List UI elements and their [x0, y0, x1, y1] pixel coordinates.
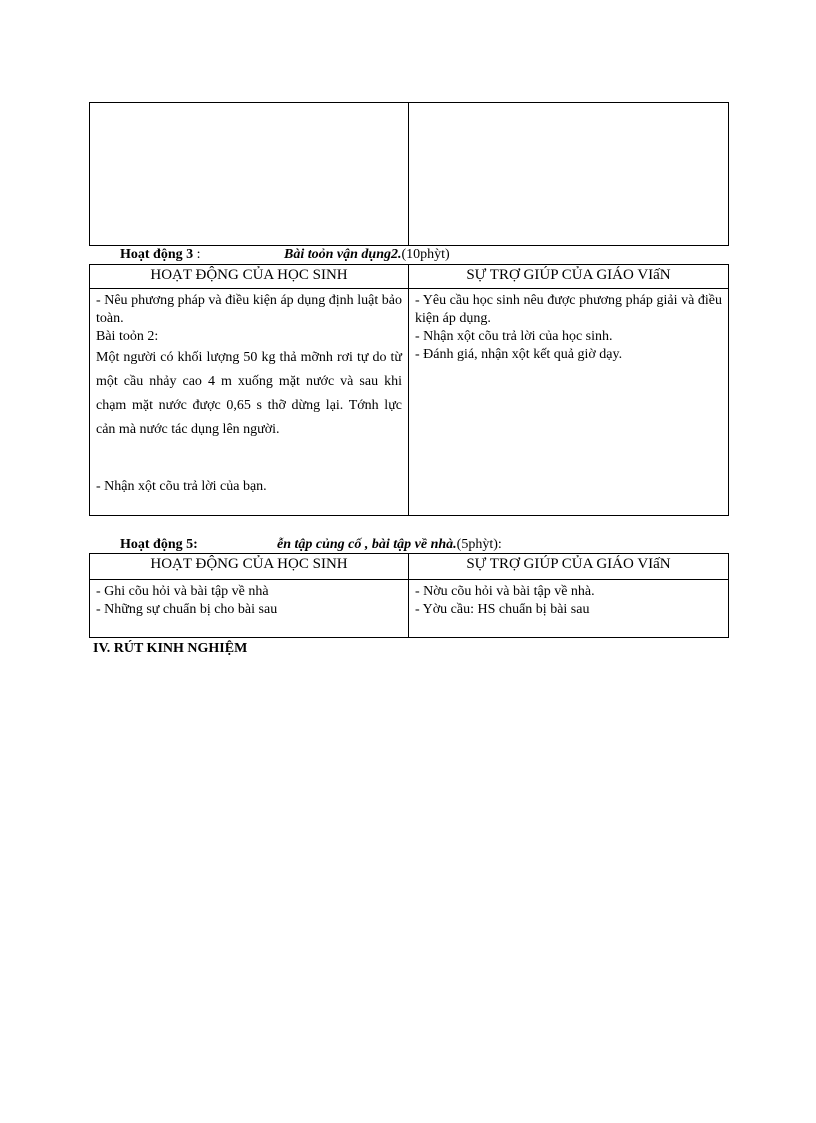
student-column-header: HOẠT ĐỘNG CỦA HỌC SINH: [90, 265, 409, 289]
teacher-line-3: - Đánh giá, nhận xột kết quả giờ dạy.: [415, 347, 623, 362]
activity-5-label: Hoạt động 5:: [120, 537, 198, 552]
activity-3-time: (10phỳt): [401, 247, 450, 262]
activity-5-time: (5phỳt):: [456, 537, 502, 552]
section-4-heading: IV. RÚT KINH NGHIỆM: [93, 641, 248, 656]
activity-3-label: Hoạt động 3 :: [120, 247, 201, 262]
activity-5-table: [89, 553, 729, 638]
teacher-line-2: - Nhận xột cõu trả lời của học sinh.: [415, 329, 613, 344]
student-line-last: - Nhận xột cõu trả lời của bạn.: [96, 479, 267, 494]
student5-line-1: - Ghi cõu hỏi và bài tập về nhà: [96, 584, 269, 599]
teacher-column-header: SỰ TRỢ GIÚP CỦA GIÁO VIấN: [409, 265, 729, 289]
student-line-2: Bài toỏn 2:: [96, 329, 159, 344]
student5-line-2: - Những sự chuẩn bị cho bài sau: [96, 602, 278, 617]
activity-3-title: Bài toỏn vận dụng2.: [284, 247, 402, 262]
teacher-line-1: - Yêu cầu học sinh nêu được phương pháp giải và điều kiện áp dụng.: [415, 293, 722, 326]
problem-text: Một người có khối lượng 50 kg thả mỡnh rơi tự do từ một cầu nhảy cao 4 m xuống mặt nước và sau khi chạm mặt nước được 0,65 s thỡ dừng lại. Tớnh lực cản mà nước tác dụng lên người.: [96, 350, 402, 437]
activity-3-title-line: [284, 247, 450, 263]
activity-3-table: [89, 264, 729, 516]
student-column-header-2: HOẠT ĐỘNG CỦA HỌC SINH: [90, 554, 409, 580]
empty-table: [89, 102, 729, 246]
teacher-column-header-2: SỰ TRỢ GIÚP CỦA GIÁO VIấN: [409, 554, 729, 580]
student-activity-cell: [90, 289, 409, 516]
student-line-1: - Nêu phương pháp và điều kiện áp dụng định luật bảo toàn.: [96, 293, 402, 326]
student-activity-cell-2: [90, 580, 409, 638]
teacher5-line-2: - Yờu cầu: HS chuẩn bị bài sau: [415, 602, 590, 617]
teacher5-line-1: - Nờu cõu hỏi và bài tập về nhà.: [415, 584, 595, 599]
empty-cell-right: [409, 103, 729, 246]
activity-5-title: ễn tập củng cố , bài tập về nhà.: [277, 537, 457, 552]
empty-cell-left: [90, 103, 409, 246]
teacher-support-cell: [409, 289, 729, 516]
teacher-support-cell-2: [409, 580, 729, 638]
activity-5-title-line: [277, 537, 502, 553]
